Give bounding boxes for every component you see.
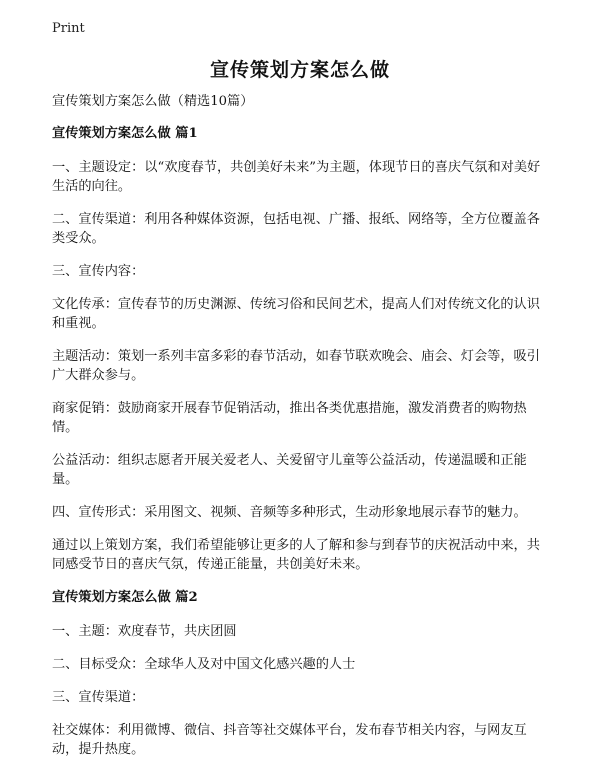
paragraph: 三、宣传内容：	[52, 264, 145, 279]
paragraph: 文化传承：宣传春节的历史渊源、传统习俗和民间艺术，提高人们对传统文化的认识和重视。	[52, 297, 540, 331]
section-heading: 宣传策划方案怎么做 篇1	[52, 126, 198, 141]
section-heading: 宣传策划方案怎么做 篇2	[52, 590, 198, 605]
paragraph: 主题活动：策划一系列丰富多彩的春节活动，如春节联欢晚会、庙会、灯会等，吸引广大群众参与。	[52, 349, 540, 383]
paragraph: 一、主题：欢度春节，共庆团圆	[52, 624, 237, 639]
paragraph: 三、宣传渠道：	[52, 690, 145, 705]
document-subtitle: 宣传策划方案怎么做（精选10篇）	[52, 94, 254, 109]
paragraph: 四、宣传形式：采用图文、视频、音频等多种形式，生动形象地展示春节的魅力。	[52, 505, 527, 520]
paragraph: 公益活动：组织志愿者开展关爱老人、关爱留守儿童等公益活动，传递温暖和正能量。	[52, 453, 527, 487]
paragraph: 社交媒体：利用微博、微信、抖音等社交媒体平台，发布春节相关内容，与网友互动，提升热度。	[52, 723, 527, 757]
paragraph: 二、目标受众：全球华人及对中国文化感兴趣的人士	[52, 657, 356, 672]
paragraph: 二、宣传渠道：利用各种媒体资源，包括电视、广播、报纸、网络等，全方位覆盖各类受众。	[52, 212, 540, 246]
print-link[interactable]: Print	[52, 21, 85, 36]
paragraph: 一、主题设定：以“欢度春节，共创美好未来”为主题，体现节日的喜庆气氛和对美好生活的向往。	[52, 160, 541, 194]
page-title: 宣传策划方案怎么做	[209, 59, 390, 81]
paragraph: 通过以上策划方案，我们希望能够让更多的人了解和参与到春节的庆祝活动中来，共同感受节日的喜庆气氛，传递正能量，共创美好未来。	[52, 538, 540, 572]
document-body	[52, 92, 550, 773]
paragraph: 商家促销：鼓励商家开展春节促销活动，推出各类优惠措施，激发消费者的购物热情。	[52, 401, 527, 435]
